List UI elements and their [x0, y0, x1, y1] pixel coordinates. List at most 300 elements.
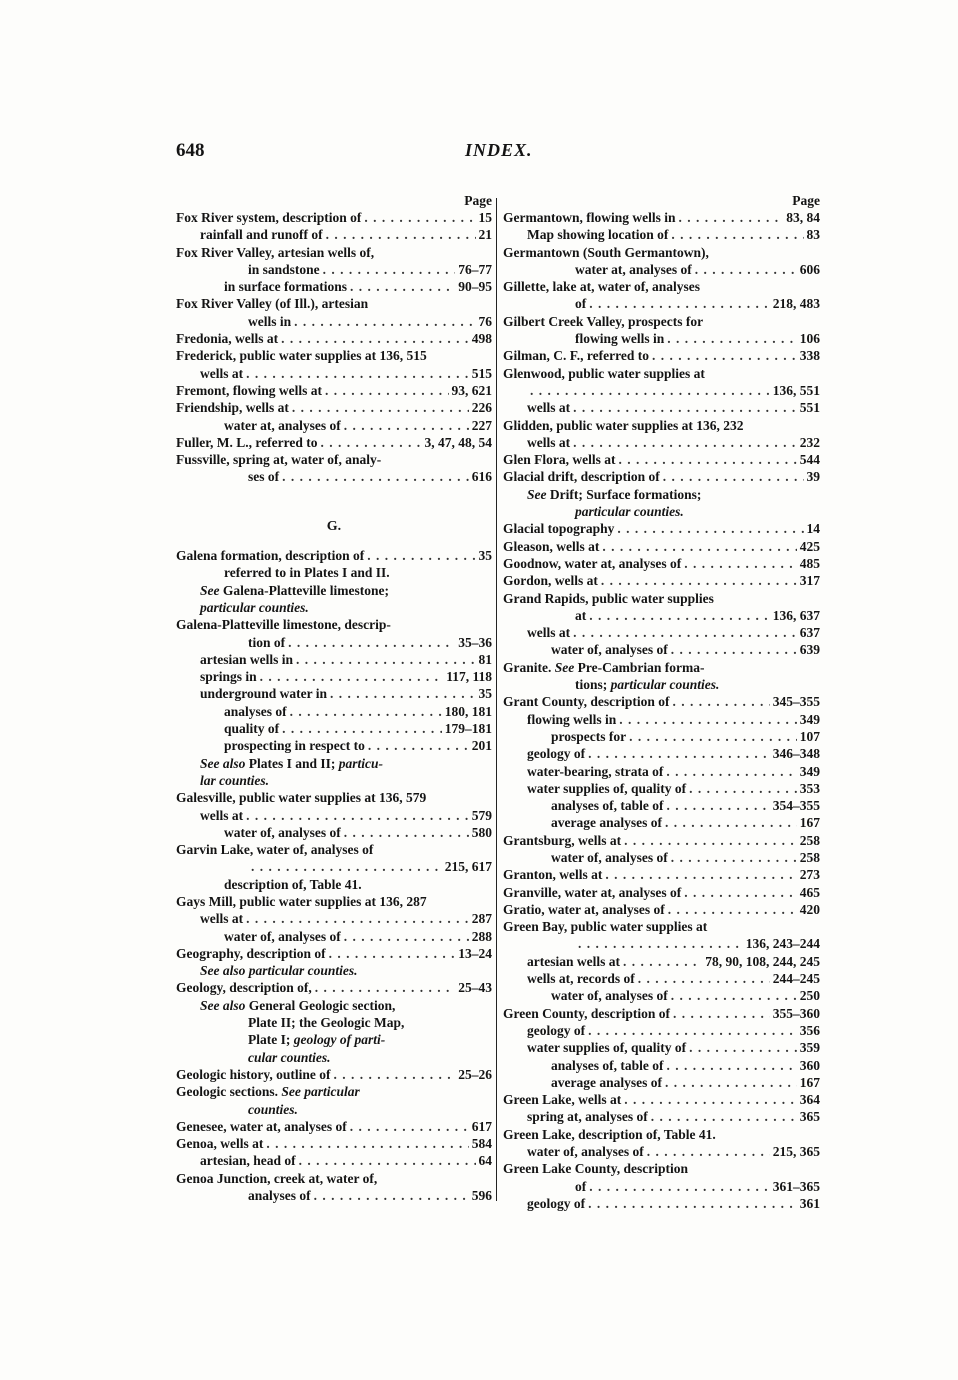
entry-text: Friendship, wells at — [176, 400, 289, 416]
entry-text: tion of — [248, 634, 286, 650]
page-reference: 83 — [806, 227, 820, 243]
index-entry — [176, 651, 492, 668]
index-entry — [503, 486, 820, 503]
index-entry — [503, 1178, 820, 1195]
index-entry — [503, 693, 820, 710]
page-reference: 76–77 — [458, 261, 492, 277]
dot-leader — [299, 1152, 476, 1169]
dot-leader — [364, 209, 475, 226]
entry-text: analyses of, table of — [551, 798, 664, 814]
index-entry — [503, 313, 820, 330]
index-entry — [503, 399, 820, 416]
page-column-label: Page — [792, 193, 820, 208]
index-entry — [176, 468, 492, 485]
index-entry — [503, 278, 820, 295]
index-entry — [176, 209, 492, 226]
index-entry — [176, 330, 492, 347]
page-reference: 106 — [799, 331, 820, 347]
page-reference: 579 — [471, 807, 492, 823]
page-reference: 637 — [799, 625, 820, 641]
entry-text: Gilman, C. F., referred to — [503, 348, 649, 364]
entry-text: counties. — [248, 1101, 298, 1117]
dot-leader — [260, 668, 444, 685]
index-entry — [176, 979, 492, 996]
entry-text: artesian wells at — [527, 953, 620, 969]
dot-leader — [695, 261, 797, 278]
index-entry — [503, 1143, 820, 1160]
entry-text: Green Bay, public water supplies at — [503, 919, 708, 935]
index-entry — [176, 789, 492, 806]
dot-leader — [679, 209, 784, 226]
entry-text: average analyses of — [551, 1074, 662, 1090]
index-entry — [176, 564, 492, 581]
entry-text: Germantown, flowing wells in — [503, 210, 676, 225]
page-reference: 215, 365 — [772, 1144, 820, 1160]
entry-text: Fox River Valley (of Ill.), artesian — [176, 296, 369, 312]
entry-text: Grant County, description of — [503, 694, 670, 710]
index-entry — [503, 884, 820, 901]
index-entry — [176, 824, 492, 841]
index-entry — [176, 347, 492, 364]
page-reference: 136, 551 — [772, 382, 820, 398]
index-entry — [176, 1083, 492, 1100]
entry-text: Fussville, spring at, water of, analy- — [176, 452, 382, 468]
index-entry — [503, 209, 820, 226]
entry-text: Goodnow, water at, analyses of — [503, 555, 682, 571]
index-entry — [503, 590, 820, 607]
page-reference: 35 — [478, 686, 492, 702]
entry-text: See also General Geologic section, — [200, 997, 396, 1013]
entry-text: See Galena-Platteville limestone; — [200, 582, 389, 598]
index-entry — [503, 1091, 820, 1108]
page-reference: 93, 621 — [451, 382, 492, 398]
index-entry — [503, 676, 820, 693]
page-reference: 544 — [799, 452, 820, 468]
index-entry — [503, 417, 820, 434]
index-entry — [176, 1118, 492, 1135]
dot-leader — [294, 313, 475, 330]
entry-text: rainfall and runoff of — [200, 227, 323, 243]
index-entry — [503, 607, 820, 624]
page-reference: 3, 47, 48, 54 — [424, 434, 492, 450]
entry-text: Granton, wells at — [503, 867, 603, 883]
dot-leader — [344, 824, 469, 841]
page-reference: 365 — [799, 1109, 820, 1125]
index-entries-left — [176, 209, 492, 1204]
dot-leader — [350, 278, 455, 295]
index-entry — [503, 365, 820, 382]
index-entry — [503, 1005, 820, 1022]
dot-leader — [368, 737, 469, 754]
entry-text: average analyses of — [551, 815, 662, 831]
entry-text: analyses of — [224, 703, 287, 719]
dot-leader — [667, 330, 796, 347]
index-entry — [176, 997, 492, 1014]
entry-text: Glen Flora, wells at — [503, 452, 616, 468]
dot-leader — [288, 634, 455, 651]
page-reference: 606 — [799, 261, 820, 277]
dot-leader — [315, 979, 456, 996]
entry-text: geology of — [527, 1195, 586, 1211]
index-entry — [503, 849, 820, 866]
page-reference: 15 — [478, 210, 492, 225]
dot-leader — [320, 434, 421, 451]
page-reference: 338 — [799, 348, 820, 364]
page-reference: 420 — [799, 901, 820, 917]
dot-leader — [323, 261, 456, 278]
entry-text: Gratio, water at, analyses of — [503, 901, 665, 917]
dot-leader — [624, 1091, 797, 1108]
entry-text: Fremont, flowing wells at — [176, 382, 322, 398]
entry-text: Green Lake, wells at — [503, 1092, 622, 1108]
dot-leader — [638, 970, 770, 987]
entry-text: Plate I; geology of parti- — [248, 1032, 386, 1048]
dot-leader — [651, 1108, 797, 1125]
index-entry — [503, 935, 820, 952]
page-reference: 83, 84 — [786, 210, 820, 225]
entry-text: water of, analyses of — [551, 642, 668, 658]
section-letter: G. — [326, 519, 342, 535]
page-reference: 78, 90, 108, 244, 245 — [705, 953, 820, 969]
dot-leader — [266, 1135, 468, 1152]
page-reference: 180, 181 — [444, 703, 492, 719]
index-column-right — [503, 193, 820, 1212]
index-entry — [503, 555, 820, 572]
index-entry — [503, 745, 820, 762]
entry-text: wells in — [248, 313, 292, 329]
spacer — [176, 486, 492, 503]
entry-text: Grand Rapids, public water supplies — [503, 590, 714, 606]
dot-leader — [623, 953, 702, 970]
entry-text: wells at — [200, 911, 244, 927]
entry-text: referred to in Plates I and II. — [224, 565, 390, 581]
entry-text: wells at — [200, 807, 244, 823]
index-entry — [176, 261, 492, 278]
page-reference: 215, 617 — [444, 859, 492, 875]
dot-leader — [619, 711, 796, 728]
entry-text: Geologic sections. See particular — [176, 1084, 360, 1100]
page-reference: 364 — [799, 1092, 820, 1108]
index-entry — [503, 520, 820, 537]
dot-leader — [330, 685, 475, 702]
index-entry — [176, 1170, 492, 1187]
index-entry — [176, 399, 492, 416]
entry-text: Genoa Junction, creek at, water of, — [176, 1170, 378, 1186]
index-entry — [176, 313, 492, 330]
entry-text: Gordon, wells at — [503, 573, 598, 589]
dot-leader — [588, 1195, 797, 1212]
dot-leader — [629, 728, 797, 745]
entry-text: Granite. See Pre-Cambrian forma- — [503, 659, 705, 675]
index-entry — [176, 962, 492, 979]
index-entry — [503, 382, 820, 399]
dot-leader — [344, 417, 469, 434]
entry-text: Germantown (South Germantown), — [503, 244, 709, 260]
index-entry — [503, 641, 820, 658]
index-entry — [503, 330, 820, 347]
index-entry — [503, 1195, 820, 1212]
page-reference: 354–355 — [772, 798, 820, 814]
entry-text: Glenwood, public water supplies at — [503, 365, 705, 381]
page-reference: 136, 637 — [772, 607, 820, 623]
page-number: 648 — [176, 140, 205, 161]
index-entry — [503, 1108, 820, 1125]
entry-text: Gays Mill, public water supplies at 136, 287 — [176, 893, 427, 909]
dot-leader — [588, 745, 770, 762]
entry-text: Glacial drift, description of — [503, 469, 660, 485]
entry-text: wells at — [527, 625, 571, 641]
dot-leader — [296, 651, 476, 668]
page-reference: 226 — [471, 400, 492, 416]
index-entry — [503, 1039, 820, 1056]
index-entry — [503, 901, 820, 918]
index-entry — [176, 1101, 492, 1118]
index-entry — [176, 876, 492, 893]
index-entry — [176, 893, 492, 910]
index-entry — [176, 1031, 492, 1048]
entry-text: Genesee, water at, analyses of — [176, 1118, 347, 1134]
entry-text: flowing wells in — [527, 711, 617, 727]
entry-text: artesian, head of — [200, 1153, 296, 1169]
entry-text: Fox River Valley, artesian wells of, — [176, 244, 375, 260]
entry-text: artesian wells in — [200, 651, 293, 667]
page-reference: 25–43 — [458, 980, 492, 996]
dot-leader — [601, 572, 797, 589]
index-entry — [503, 728, 820, 745]
dot-leader — [246, 910, 469, 927]
dot-leader — [624, 832, 797, 849]
index-entry — [176, 1014, 492, 1031]
entry-text: ses of — [248, 469, 280, 485]
index-entry — [176, 434, 492, 451]
dot-leader — [282, 720, 442, 737]
page-reference: 117, 118 — [446, 669, 492, 685]
entry-text: of — [575, 1178, 587, 1194]
index-entry — [503, 1126, 820, 1143]
entry-text: water of, analyses of — [527, 1144, 644, 1160]
dot-leader — [689, 1039, 797, 1056]
page-reference: 81 — [478, 651, 492, 667]
dot-leader — [530, 382, 770, 399]
index-entry — [176, 582, 492, 599]
index-entry — [176, 685, 492, 702]
page-reference: 64 — [478, 1153, 492, 1169]
dot-leader — [673, 693, 770, 710]
page-reference: 35–36 — [458, 634, 492, 650]
entry-text: Grantsburg, wells at — [503, 832, 622, 848]
page-reference: 250 — [799, 988, 820, 1004]
index-entry — [176, 703, 492, 720]
entry-text: Green Lake, description of, Table 41. — [503, 1126, 716, 1142]
dot-leader — [246, 365, 469, 382]
page-reference: 551 — [799, 400, 820, 416]
page-reference: 90–95 — [458, 279, 492, 295]
index-entry — [176, 720, 492, 737]
page-reference: 361–365 — [772, 1178, 820, 1194]
index-entry — [176, 910, 492, 927]
index-entry — [503, 970, 820, 987]
dot-leader — [350, 1118, 469, 1135]
entry-text: in surface formations — [224, 279, 347, 295]
index-entry — [176, 945, 492, 962]
page-reference: 288 — [471, 928, 492, 944]
entry-text: Garvin Lake, water of, analyses of — [176, 842, 374, 858]
entry-text: water supplies of, quality of — [527, 780, 687, 796]
index-entry — [503, 468, 820, 485]
entry-text: wells at, records of — [527, 971, 635, 987]
dot-leader — [573, 399, 797, 416]
entry-text: Geography, description of — [176, 945, 326, 961]
entry-text: Map showing location of — [527, 227, 669, 243]
index-entry — [503, 763, 820, 780]
column-divider — [496, 198, 497, 1201]
dot-leader — [246, 807, 469, 824]
dot-leader — [671, 226, 803, 243]
index-entry — [176, 616, 492, 633]
dot-leader — [573, 624, 797, 641]
index-entry — [503, 572, 820, 589]
index-entry — [176, 365, 492, 382]
dot-leader — [689, 780, 797, 797]
dot-leader — [671, 641, 797, 658]
page-reference: 617 — [471, 1118, 492, 1134]
entry-text: Geology, description of, — [176, 980, 312, 996]
entry-text: analyses of — [248, 1188, 311, 1204]
page-reference: 498 — [471, 331, 492, 347]
index-entry — [503, 538, 820, 555]
entry-text: wells at — [200, 365, 244, 381]
page-title: INDEX. — [465, 140, 533, 160]
index-entry — [176, 244, 492, 261]
entry-text: See Drift; Surface formations; — [527, 486, 702, 502]
page-reference: 167 — [799, 815, 820, 831]
page-reference: 179–181 — [444, 721, 492, 737]
index-entry — [176, 858, 492, 875]
entry-text: Galena-Platteville limestone, descrip- — [176, 617, 391, 633]
page-reference: 580 — [471, 824, 492, 840]
page-reference: 227 — [471, 417, 492, 433]
dot-leader — [665, 814, 797, 831]
index-entry — [503, 503, 820, 520]
entry-text: Granville, water at, analyses of — [503, 884, 682, 900]
page-reference: 35 — [478, 548, 492, 564]
index-entry — [176, 417, 492, 434]
page-reference: 273 — [799, 867, 820, 883]
page-reference: 359 — [799, 1040, 820, 1056]
dot-leader — [673, 1005, 770, 1022]
entry-text: Galesville, public water supplies at 136, 579 — [176, 790, 427, 806]
index-entry — [503, 434, 820, 451]
dot-leader — [367, 547, 475, 564]
entry-text: Glacial topography — [503, 521, 615, 537]
index-entry — [503, 1022, 820, 1039]
page-reference: 14 — [806, 521, 820, 537]
dot-leader — [326, 226, 476, 243]
index-entry — [176, 737, 492, 754]
index-entry — [503, 226, 820, 243]
page-reference: 353 — [799, 780, 820, 796]
dot-leader — [578, 935, 743, 952]
dot-leader — [589, 295, 770, 312]
entry-text: water-bearing, strata of — [527, 763, 664, 779]
index-entry — [503, 1160, 820, 1177]
index-entry — [503, 451, 820, 468]
index-entry — [503, 711, 820, 728]
entry-text: cular counties. — [248, 1049, 331, 1065]
entry-text: flowing wells in — [575, 331, 665, 347]
entry-text: See also particular counties. — [200, 963, 358, 979]
entry-text: Fredonia, wells at — [176, 331, 279, 347]
index-entry — [503, 780, 820, 797]
index-entry — [176, 295, 492, 312]
page-reference: 465 — [799, 884, 820, 900]
entry-text: Gilbert Creek Valley, prospects for — [503, 313, 704, 329]
page-reference: 13–24 — [458, 945, 492, 961]
dot-leader — [684, 555, 796, 572]
entry-text: Genoa, wells at — [176, 1136, 264, 1152]
entry-text: underground water in — [200, 686, 328, 702]
entry-text: water supplies of, quality of — [527, 1040, 687, 1056]
index-entry — [176, 547, 492, 564]
entry-text: Glidden, public water supplies at 136, 232 — [503, 417, 744, 433]
entry-text: water at, analyses of — [224, 417, 341, 433]
entry-text: in sandstone — [248, 261, 320, 277]
index-entry — [503, 814, 820, 831]
entry-text: prospects for — [551, 728, 627, 744]
entry-text: Galena formation, description of — [176, 548, 365, 564]
page-reference: 485 — [799, 555, 820, 571]
index-entries-right — [503, 209, 820, 1212]
entry-text: water of, analyses of — [551, 988, 668, 1004]
index-entry — [503, 659, 820, 676]
page-reference: 596 — [471, 1188, 492, 1204]
page-reference: 25–26 — [458, 1066, 492, 1082]
index-entry — [503, 1057, 820, 1074]
entry-text: Fox River system, description of — [176, 210, 362, 225]
page-reference: 317 — [799, 573, 820, 589]
dot-leader — [671, 849, 797, 866]
page-reference: 21 — [478, 227, 492, 243]
dot-leader — [671, 987, 797, 1004]
index-entry — [503, 295, 820, 312]
dot-leader — [589, 1178, 770, 1195]
dot-leader — [602, 538, 796, 555]
page-reference: 639 — [799, 642, 820, 658]
index-entry — [176, 599, 492, 616]
entry-text: Green Lake County, description — [503, 1161, 689, 1177]
page-reference: 258 — [799, 832, 820, 848]
entry-text: water of, analyses of — [224, 824, 341, 840]
dot-leader — [251, 858, 442, 875]
dot-leader — [314, 1187, 469, 1204]
page-reference: 349 — [799, 763, 820, 779]
index-column-left — [176, 193, 492, 1204]
dot-leader — [668, 901, 797, 918]
entry-text: Fuller, M. L., referred to — [176, 434, 318, 450]
dot-leader — [325, 382, 449, 399]
page-reference: 345–355 — [772, 694, 820, 710]
dot-leader — [665, 1074, 797, 1091]
dot-leader — [281, 330, 469, 347]
dot-leader — [588, 1022, 797, 1039]
page-reference: 356 — [799, 1022, 820, 1038]
page-reference: 360 — [799, 1057, 820, 1073]
page-reference: 39 — [806, 469, 820, 485]
index-entry — [503, 987, 820, 1004]
dot-leader — [617, 520, 803, 537]
index-entry — [503, 261, 820, 278]
entry-text: Green County, description of — [503, 1005, 671, 1021]
